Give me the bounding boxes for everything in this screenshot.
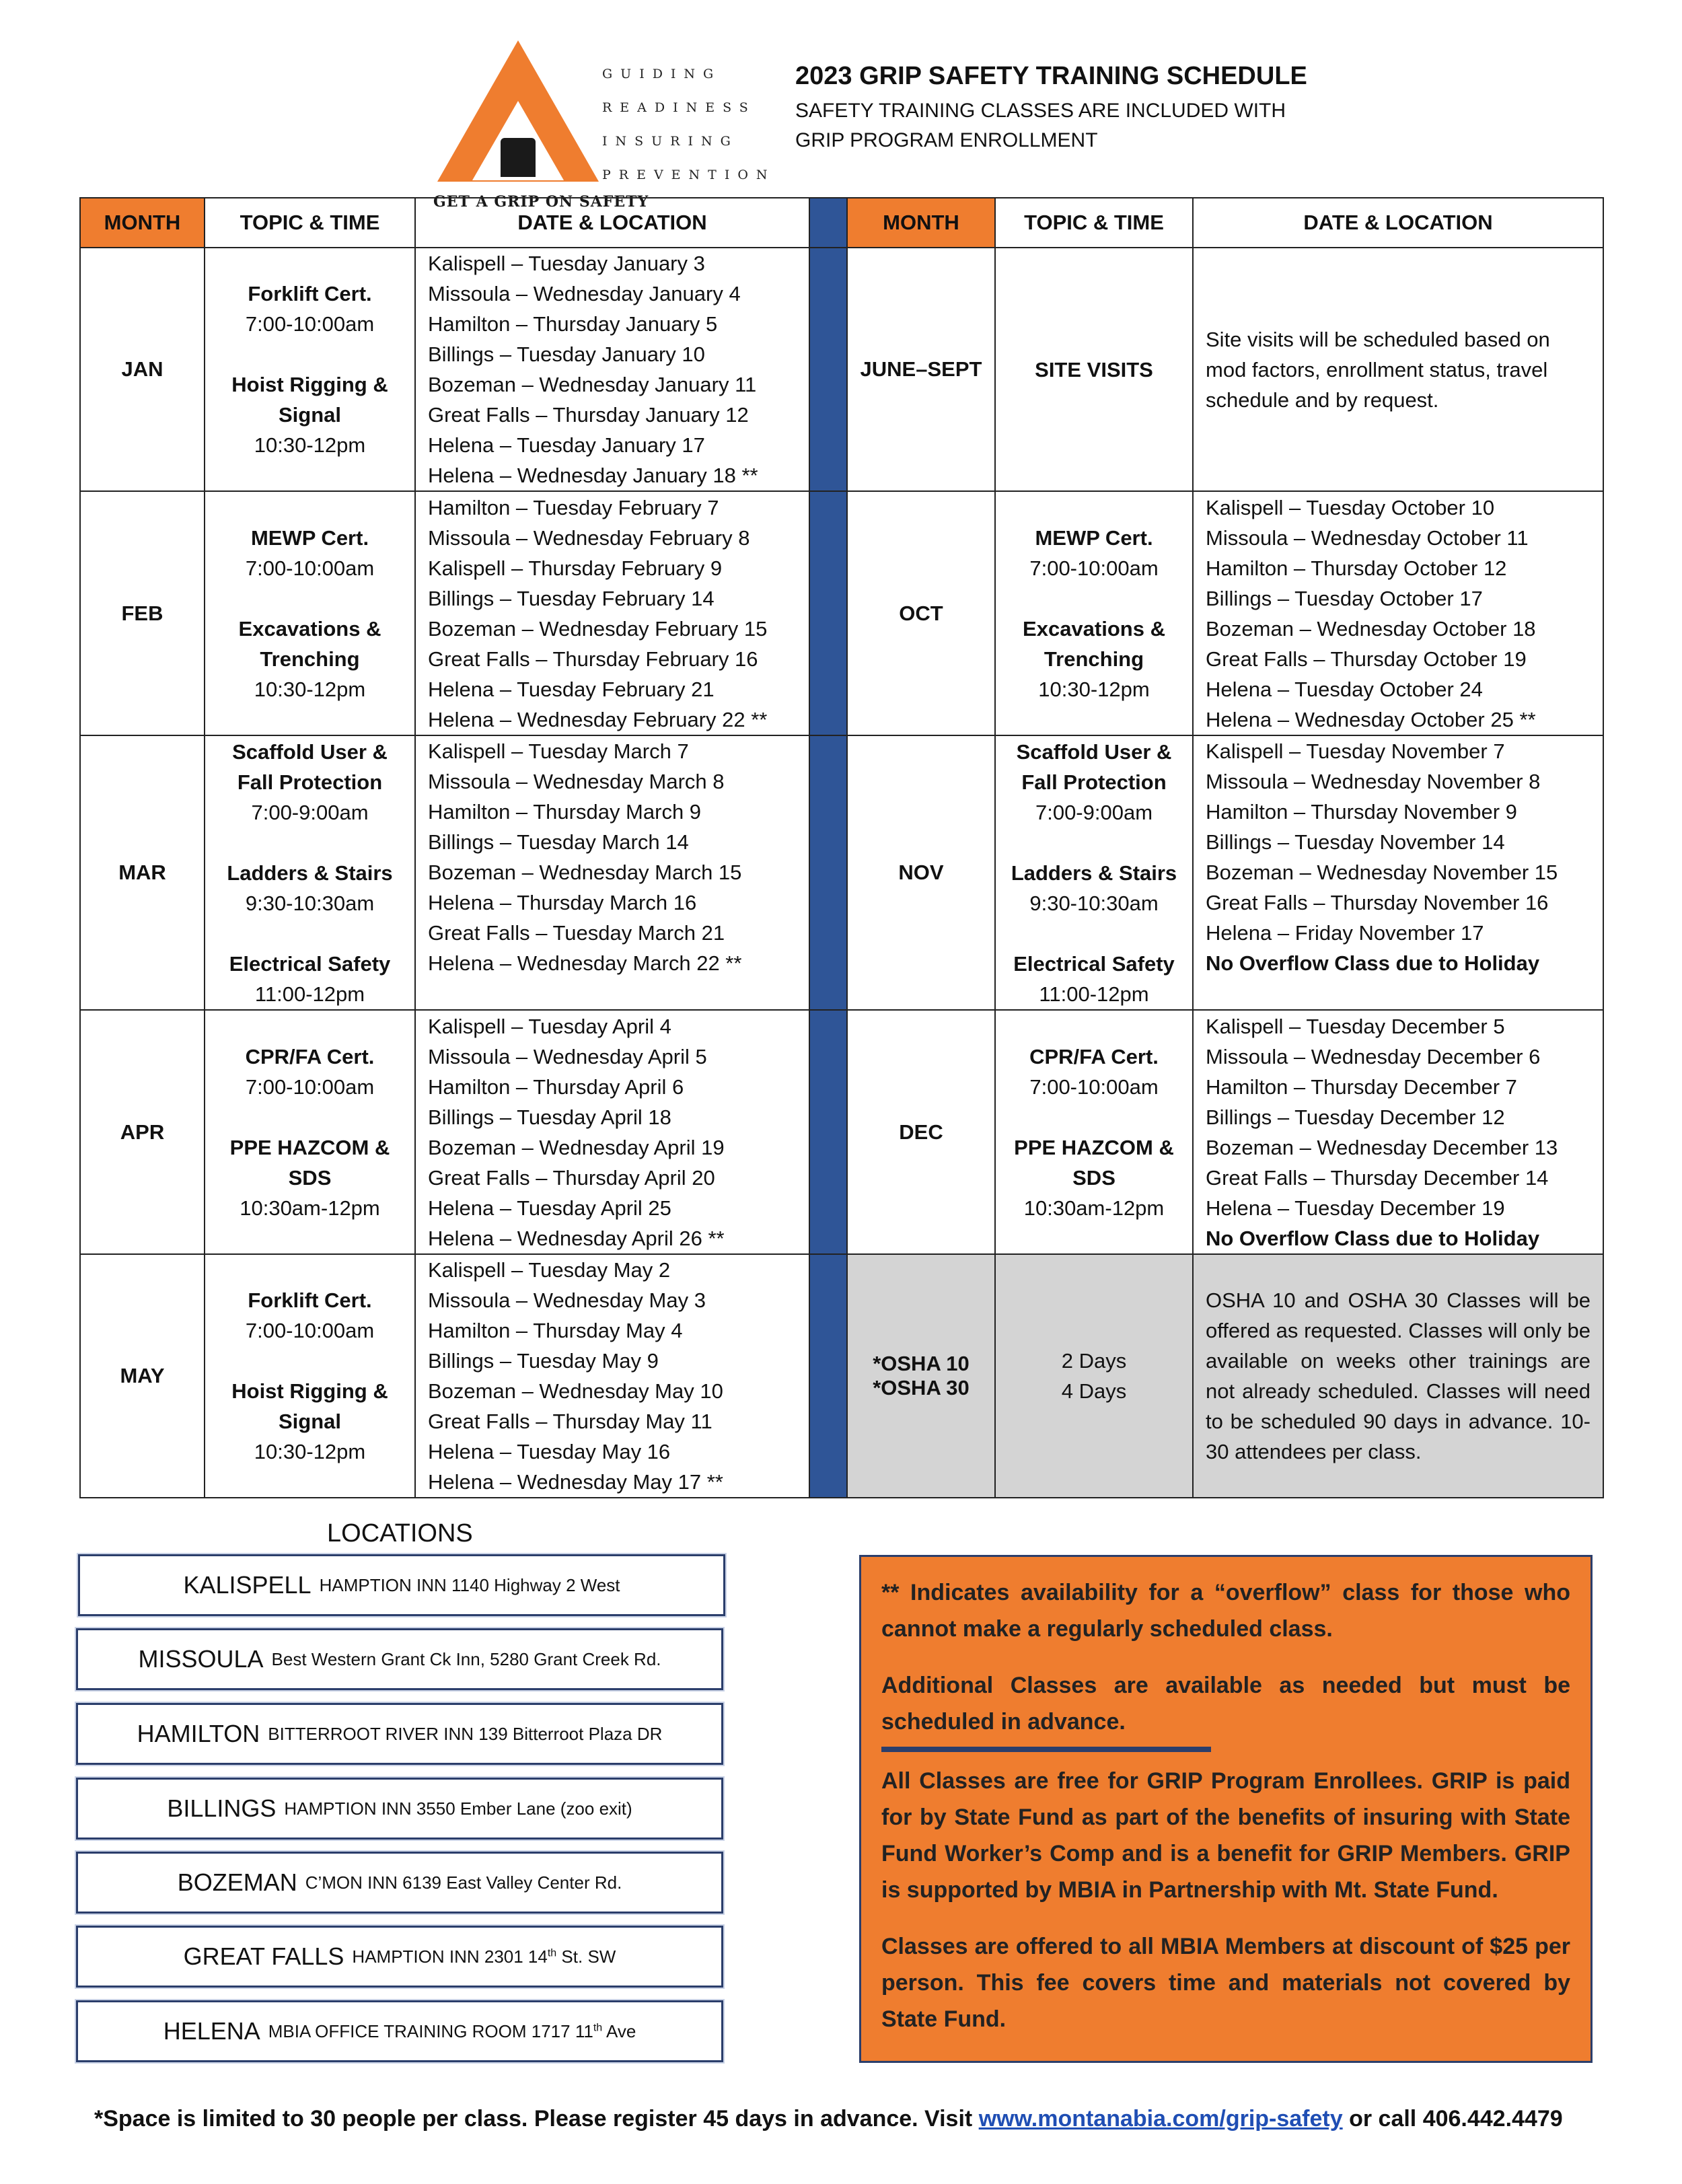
list-item: Helena – Tuesday January 17 (428, 433, 705, 457)
info-box (859, 1555, 1593, 2063)
list-item: Great Falls – Thursday October 19 (1206, 647, 1527, 671)
list-item: Helena – Thursday March 16 (428, 891, 697, 914)
list-item: Hamilton – Thursday January 5 (428, 312, 718, 336)
list-item: Missoula – Wednesday May 3 (428, 1288, 706, 1312)
list-item: Helena – Tuesday October 24 (1206, 677, 1483, 701)
topic-cell: CPR/FA Cert. 7:00-10:00am PPE HAZCOM & SDS 10:30am-12pm (205, 1010, 415, 1254)
month-cell: DEC (847, 1010, 995, 1254)
date-location-cell (415, 1254, 809, 1498)
location-billings: BILLINGS HAMPTION INN 3550 Ember Lane (zoo exit) (76, 1778, 723, 1840)
topic-cell: Scaffold User & Fall Protection 7:00-9:00am Ladders & Stairs 9:30-10:30am Electrical Safety 11:00-12pm (205, 735, 415, 1010)
list-item: Kalispell – Tuesday October 10 (1206, 495, 1495, 519)
header-topic: TOPIC & TIME (205, 198, 415, 248)
list-item: Hamilton – Thursday December 7 (1206, 1075, 1517, 1099)
additional-classes-note: Additional Classes are available as needed but must be scheduled in advance. (881, 1673, 1570, 1735)
list-item: Billings – Tuesday February 14 (428, 586, 715, 610)
list-item: Bozeman – Wednesday December 13 (1206, 1135, 1558, 1159)
list-item: Hamilton – Thursday March 9 (428, 800, 702, 824)
topic-cell: CPR/FA Cert. 7:00-10:00am PPE HAZCOM & SDS 10:30am-12pm (995, 1010, 1193, 1254)
date-location-cell (415, 1010, 809, 1254)
list-item: Helena – Wednesday March 22 ** (428, 951, 742, 975)
logo-acronym: GUIDING READINESS INSURING PREVENTION (602, 67, 776, 182)
footer-note: *Space is limited to 30 people per class. Please register 45 days in advance. Visit www.montanabia.com/grip-safety or call 406.442.4479 (94, 2106, 1563, 2132)
list-item: Missoula – Wednesday November 8 (1206, 770, 1541, 793)
list-item: Bozeman – Wednesday November 15 (1206, 861, 1558, 884)
grip-safety-link[interactable]: www.montanabia.com/grip-safety (978, 2106, 1343, 2132)
list-item: Missoula – Wednesday December 6 (1206, 1044, 1541, 1068)
schedule-table (79, 197, 1604, 1498)
list-item: Kalispell – Tuesday January 3 (428, 252, 705, 275)
list-item: Kalispell – Tuesday May 2 (428, 1258, 671, 1282)
location-bozeman: BOZEMAN C’MON INN 6139 East Valley Center Rd. (76, 1852, 723, 1914)
list-item: Helena – Wednesday May 17 ** (428, 1470, 723, 1494)
list-item: Kalispell – Tuesday December 5 (1206, 1014, 1505, 1038)
table-row (80, 1010, 1603, 1254)
logo-slogan: GET A GRIP ON SAFETY (433, 193, 649, 211)
table-header-row (80, 198, 1603, 248)
list-item: Helena – Tuesday May 16 (428, 1440, 671, 1463)
free-classes-note: All Classes are free for GRIP Program Enrollees. GRIP is paid for by State Fund as part of the benefits of insuring with State Fund Worker’s Comp and is a benefit for GRIP Members. GRIP is supported by MBIA in Partnership with Mt. State Fund. (881, 1768, 1570, 1903)
page-header (795, 62, 1307, 155)
month-cell: NOV (847, 735, 995, 1010)
list-item: Great Falls – Thursday April 20 (428, 1165, 715, 1190)
list-item: Helena – Wednesday February 22 ** (428, 707, 768, 731)
location-helena: HELENA MBIA OFFICE TRAINING ROOM 1717 11th Ave (76, 2000, 723, 2062)
topic-cell: Scaffold User & Fall Protection 7:00-9:00am Ladders & Stairs 9:30-10:30am Electrical Safety 11:00-12pm (995, 735, 1193, 1010)
list-item: Bozeman – Wednesday October 18 (1206, 616, 1536, 641)
note-cell: Site visits will be scheduled based on mod factors, enrollment status, travel schedule and by request. (1193, 248, 1603, 491)
list-item: Bozeman – Wednesday April 19 (428, 1135, 725, 1159)
divider (881, 1747, 1211, 1752)
date-location-cell (415, 735, 809, 1010)
table-row (80, 248, 1603, 491)
hardhat-icon (501, 138, 536, 177)
list-item: Billings – Tuesday October 17 (1206, 586, 1483, 610)
page-title: 2023 GRIP SAFETY TRAINING SCHEDULE (795, 62, 1307, 90)
location-missoula: MISSOULA Best Western Grant Ck Inn, 5280 Grant Creek Rd. (76, 1628, 723, 1690)
topic-cell: Forklift Cert. 7:00-10:00am Hoist Rigging & Signal 10:30-12pm (205, 1254, 415, 1498)
list-item: Billings – Tuesday March 14 (428, 830, 689, 854)
list-item: Helena – Tuesday December 19 (1206, 1196, 1505, 1220)
discount-note: Classes are offered to all MBIA Members at discount of $25 per person. This fee covers time and materials not covered by State Fund. (881, 1934, 1570, 2032)
list-item: Billings – Tuesday May 9 (428, 1349, 659, 1373)
location-kalispell: KALISPELL HAMPTION INN 1140 Highway 2 West (78, 1554, 725, 1616)
topic-cell: SITE VISITS (995, 248, 1193, 491)
list-item: Hamilton – Thursday April 6 (428, 1075, 684, 1099)
list-item: Missoula – Wednesday April 5 (428, 1044, 707, 1068)
topic-cell: Forklift Cert. 7:00-10:00am Hoist Rigging & Signal 10:30-12pm (205, 248, 415, 491)
divider-column (809, 198, 847, 248)
header-date: DATE & LOCATION (415, 198, 809, 248)
list-item: Great Falls – Thursday February 16 (428, 647, 758, 671)
page-subtitle: SAFETY TRAINING CLASSES ARE INCLUDED WITH GRIP PROGRAM ENROLLMENT (795, 100, 1286, 151)
list-item: Hamilton – Tuesday February 7 (428, 495, 719, 519)
header-month: MONTH (80, 198, 205, 248)
date-location-cell (415, 491, 809, 735)
month-cell: JUNE–SEPT (847, 248, 995, 491)
holiday-note: No Overflow Class due to Holiday (1206, 951, 1540, 975)
topic-cell: 2 Days 4 Days (995, 1254, 1193, 1498)
list-item: Kalispell – Tuesday April 4 (428, 1014, 671, 1038)
list-item: Hamilton – Thursday October 12 (1206, 556, 1507, 580)
list-item: Helena – Wednesday January 18 ** (428, 464, 758, 487)
overflow-note: ** Indicates availability for a “overflow” class for those who cannot make a regularly scheduled class. (881, 1580, 1570, 1642)
date-location-cell (1193, 735, 1603, 1010)
note-cell: OSHA 10 and OSHA 30 Classes will be offered as requested. Classes will only be available on weeks other trainings are not already scheduled. Classes will need to be scheduled 90 days in advance. 10-30 attendees per class. (1193, 1254, 1603, 1498)
date-location-cell (1193, 491, 1603, 735)
list-item: Billings – Tuesday April 18 (428, 1105, 671, 1129)
list-item: Great Falls – Thursday January 12 (428, 403, 749, 427)
date-location-cell (415, 248, 809, 491)
list-item: Great Falls – Thursday May 11 (428, 1410, 712, 1433)
topic-cell: MEWP Cert. 7:00-10:00am Excavations & Trenching 10:30-12pm (995, 491, 1193, 735)
list-item: Kalispell – Thursday February 9 (428, 556, 723, 580)
list-item: Missoula – Wednesday October 11 (1206, 525, 1529, 550)
location-hamilton: HAMILTON BITTERROOT RIVER INN 139 Bitterroot Plaza DR (76, 1703, 723, 1765)
table-row (80, 491, 1603, 735)
list-item: Helena – Wednesday April 26 ** (428, 1226, 725, 1250)
list-item: Helena – Tuesday February 21 (428, 677, 715, 701)
list-item: Helena – Tuesday April 25 (428, 1196, 671, 1220)
grip-logo (431, 37, 776, 211)
list-item: Helena – Friday November 17 (1206, 921, 1484, 945)
topic-cell: MEWP Cert. 7:00-10:00am Excavations & Trenching 10:30-12pm (205, 491, 415, 735)
list-item: Kalispell – Tuesday March 7 (428, 739, 689, 763)
list-item: Great Falls – Thursday December 14 (1206, 1165, 1549, 1190)
list-item: Billings – Tuesday December 12 (1206, 1105, 1505, 1129)
list-item: Kalispell – Tuesday November 7 (1206, 739, 1505, 763)
locations-title: LOCATIONS (327, 1519, 473, 1548)
list-item: Bozeman – Wednesday January 11 (428, 373, 757, 396)
list-item: Billings – Tuesday November 14 (1206, 830, 1505, 854)
month-cell: MAY (80, 1254, 205, 1498)
month-cell: MAR (80, 735, 205, 1010)
table-row (80, 1254, 1603, 1498)
month-cell: FEB (80, 491, 205, 735)
month-cell: OCT (847, 491, 995, 735)
holiday-note: No Overflow Class due to Holiday (1206, 1226, 1540, 1250)
month-cell: APR (80, 1010, 205, 1254)
list-item: Billings – Tuesday January 10 (428, 342, 705, 366)
list-item: Missoula – Wednesday January 4 (428, 282, 741, 305)
header-date: DATE & LOCATION (1193, 198, 1603, 248)
list-item: Missoula – Wednesday February 8 (428, 525, 750, 550)
list-item: Missoula – Wednesday March 8 (428, 770, 725, 793)
list-item: Great Falls – Tuesday March 21 (428, 921, 725, 945)
list-item: Hamilton – Thursday November 9 (1206, 800, 1517, 824)
date-location-cell (1193, 1010, 1603, 1254)
list-item: Helena – Wednesday October 25 ** (1206, 707, 1536, 731)
header-topic: TOPIC & TIME (995, 198, 1193, 248)
month-cell: JAN (80, 248, 205, 491)
table-row (80, 735, 1603, 1010)
list-item: Hamilton – Thursday May 4 (428, 1319, 683, 1342)
month-cell: *OSHA 10 *OSHA 30 (847, 1254, 995, 1498)
list-item: Bozeman – Wednesday February 15 (428, 616, 768, 641)
list-item: Bozeman – Wednesday May 10 (428, 1379, 723, 1403)
list-item: Great Falls – Thursday November 16 (1206, 891, 1549, 914)
list-item: Bozeman – Wednesday March 15 (428, 861, 742, 884)
location-great-falls: GREAT FALLS HAMPTION INN 2301 14th St. SW (76, 1926, 723, 1988)
header-month: MONTH (847, 198, 995, 248)
